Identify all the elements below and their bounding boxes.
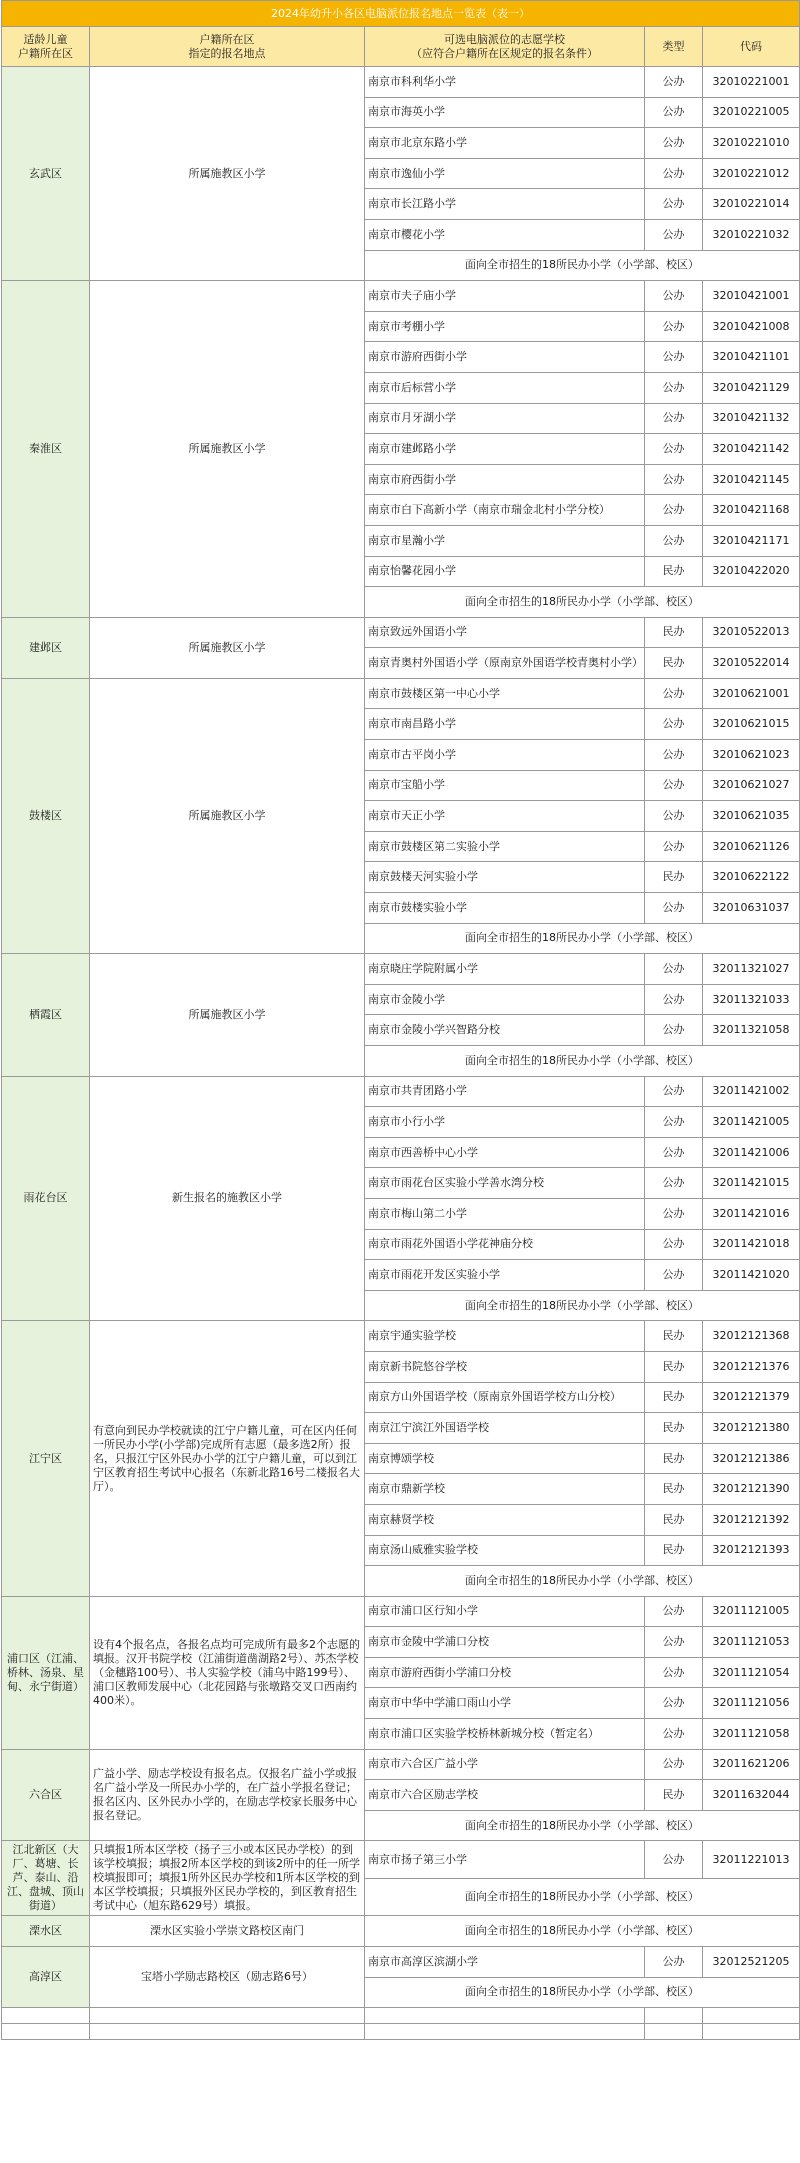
district-row	[2, 1916, 800, 1947]
school-name: 南京市鼓楼区第二实验小学	[365, 831, 645, 862]
school-code: 32012121379	[703, 1382, 800, 1413]
school-name: 南京市逸仙小学	[365, 158, 645, 189]
header-location-line2: 指定的报名地点	[188, 46, 266, 60]
school-code: 32010421129	[703, 372, 800, 403]
school-type: 公办	[645, 128, 703, 159]
empty-row	[2, 2008, 800, 2024]
private-schools-note: 面向全市招生的18所民办小学（小学部、校区）	[365, 923, 800, 954]
school-type: 民办	[645, 1382, 703, 1413]
school-code: 32011321058	[703, 1015, 800, 1046]
school-name: 南京市星瀚小学	[365, 525, 645, 556]
header-schools	[365, 27, 645, 67]
school-type: 民办	[645, 1504, 703, 1535]
school-name: 南京赫贤学校	[365, 1504, 645, 1535]
registration-location: 有意向到民办学校就读的江宁户籍儿童，可在区内任何一所民办小学(小学部)完成所有志愿（最多选2所）报名，只报江宁区外民办小学的江宁户籍儿童，可以到江宁区教育招生考试中心报名（东新北路16号二楼报名大厅）。	[90, 1321, 365, 1596]
school-type: 公办	[645, 1688, 703, 1719]
school-code: 32010621126	[703, 831, 800, 862]
header-row	[2, 27, 800, 67]
school-name: 南京市金陵小学	[365, 984, 645, 1015]
school-type: 公办	[645, 67, 703, 98]
table-body	[2, 1, 800, 2040]
school-row	[2, 1076, 800, 1107]
school-type: 民办	[645, 1413, 703, 1444]
empty-cell	[645, 2008, 703, 2024]
school-name: 南京鼓楼天河实验小学	[365, 862, 645, 893]
enrollment-table	[1, 0, 800, 2040]
school-code: 32010221010	[703, 128, 800, 159]
school-name: 南京市南昌路小学	[365, 709, 645, 740]
school-code: 32012121390	[703, 1474, 800, 1505]
school-row	[2, 1596, 800, 1627]
school-type: 民办	[645, 617, 703, 648]
district-name: 鼓楼区	[2, 678, 90, 953]
school-type: 公办	[645, 770, 703, 801]
school-code: 32010522013	[703, 617, 800, 648]
school-name: 南京市浦口区行知小学	[365, 1596, 645, 1627]
school-code: 32011321027	[703, 954, 800, 985]
empty-cell	[365, 2008, 645, 2024]
school-type: 公办	[645, 678, 703, 709]
school-type: 公办	[645, 525, 703, 556]
school-code: 32010221014	[703, 189, 800, 220]
registration-location: 广益小学、励志学校设有报名点。仅报名广益小学或报名广益小学及一所民办小学的，在广益小学报名登记；报名区内、区外民办小学的，在励志学校家长服务中心报名登记。	[90, 1749, 365, 1841]
school-code: 32010421142	[703, 434, 800, 465]
school-type: 公办	[645, 1015, 703, 1046]
school-code: 32010631037	[703, 893, 800, 924]
registration-location: 新生报名的施教区小学	[90, 1076, 365, 1321]
private-schools-note: 面向全市招生的18所民办小学（小学部、校区）	[365, 1810, 800, 1841]
school-type: 公办	[645, 954, 703, 985]
school-code: 32012521205	[703, 1947, 800, 1978]
district-name: 江宁区	[2, 1321, 90, 1596]
school-type: 公办	[645, 1749, 703, 1780]
registration-location: 所属施教区小学	[90, 954, 365, 1076]
private-schools-note: 面向全市招生的18所民办小学（小学部、校区）	[365, 250, 800, 281]
school-name: 南京致远外国语小学	[365, 617, 645, 648]
empty-cell	[90, 2024, 365, 2040]
school-code: 32010621035	[703, 801, 800, 832]
header-schools-line1: 可选电脑派位的志愿学校	[444, 32, 565, 46]
school-code: 32011621206	[703, 1749, 800, 1780]
school-code: 32011421015	[703, 1168, 800, 1199]
registration-location: 溧水区实验小学崇文路校区南门	[90, 1916, 365, 1947]
school-code: 32010522014	[703, 648, 800, 679]
school-row	[2, 617, 800, 648]
school-code: 32010621023	[703, 740, 800, 771]
school-code: 32011421002	[703, 1076, 800, 1107]
school-code: 32010621015	[703, 709, 800, 740]
district-name: 建邺区	[2, 617, 90, 678]
school-code: 32010421171	[703, 525, 800, 556]
school-name: 南京市浦口区实验学校桥林新城分校（暂定名）	[365, 1719, 645, 1750]
school-code: 32012121386	[703, 1443, 800, 1474]
empty-cell	[703, 2024, 800, 2040]
school-type: 公办	[645, 1168, 703, 1199]
school-name: 南京市后标营小学	[365, 372, 645, 403]
school-name: 南京市金陵小学兴智路分校	[365, 1015, 645, 1046]
school-name: 南京市天正小学	[365, 801, 645, 832]
school-code: 32010621027	[703, 770, 800, 801]
school-type: 公办	[645, 464, 703, 495]
district-name: 雨花台区	[2, 1076, 90, 1321]
school-row	[2, 1321, 800, 1352]
header-district-line2: 户籍所在区	[18, 46, 73, 60]
school-row	[2, 1947, 800, 1978]
district-name: 浦口区（江浦、桥林、汤泉、星甸、永宁街道）	[2, 1596, 90, 1749]
registration-location: 所属施教区小学	[90, 678, 365, 953]
school-type: 公办	[645, 158, 703, 189]
school-type: 公办	[645, 281, 703, 312]
school-type: 民办	[645, 1321, 703, 1352]
school-type: 公办	[645, 1947, 703, 1978]
school-type: 民办	[645, 862, 703, 893]
district-name: 栖霞区	[2, 954, 90, 1076]
school-name: 南京市北京东路小学	[365, 128, 645, 159]
registration-location: 所属施教区小学	[90, 281, 365, 618]
school-name: 南京市府西街小学	[365, 464, 645, 495]
school-name: 南京市六合区广益小学	[365, 1749, 645, 1780]
school-name: 南京市游府西街小学	[365, 342, 645, 373]
private-schools-note: 面向全市招生的18所民办小学（小学部、校区）	[365, 1878, 800, 1916]
district-name: 六合区	[2, 1749, 90, 1841]
school-name: 南京市雨花台区实验小学善水湾分校	[365, 1168, 645, 1199]
school-code: 32011421005	[703, 1107, 800, 1138]
school-code: 32011121005	[703, 1596, 800, 1627]
district-name: 江北新区（大厂、葛塘、长芦、泰山、沿江、盘城、顶山街道）	[2, 1841, 90, 1916]
school-type: 公办	[645, 495, 703, 526]
school-name: 南京市中华中学浦口雨山小学	[365, 1688, 645, 1719]
school-row	[2, 954, 800, 985]
school-name: 南京市科利华小学	[365, 67, 645, 98]
private-schools-note: 面向全市招生的18所民办小学（小学部、校区）	[365, 1916, 800, 1947]
school-name: 南京市金陵中学浦口分校	[365, 1627, 645, 1658]
school-name: 南京江宁滨江外国语学校	[365, 1413, 645, 1444]
school-type: 公办	[645, 1627, 703, 1658]
school-type: 民办	[645, 1351, 703, 1382]
school-type: 公办	[645, 893, 703, 924]
school-type: 公办	[645, 1719, 703, 1750]
school-code: 32010421168	[703, 495, 800, 526]
school-type: 民办	[645, 1780, 703, 1811]
empty-cell	[645, 2024, 703, 2040]
school-name: 南京市月牙湖小学	[365, 403, 645, 434]
school-type: 公办	[645, 1107, 703, 1138]
school-type: 公办	[645, 1260, 703, 1291]
school-code: 32012121393	[703, 1535, 800, 1566]
school-type: 民办	[645, 1443, 703, 1474]
school-code: 32010221005	[703, 97, 800, 128]
registration-location: 所属施教区小学	[90, 67, 365, 281]
header-location-line1: 户籍所在区	[199, 32, 255, 46]
school-code: 32010221001	[703, 67, 800, 98]
school-code: 32010421132	[703, 403, 800, 434]
school-type: 公办	[645, 219, 703, 250]
school-name: 南京市鼎新学校	[365, 1474, 645, 1505]
school-name: 南京博颂学校	[365, 1443, 645, 1474]
school-row	[2, 1841, 800, 1879]
header-schools-line2: （应符合户籍所在区规定的报名条件）	[411, 46, 598, 60]
school-name: 南京市高淳区滨湖小学	[365, 1947, 645, 1978]
header-type: 类型	[645, 27, 703, 67]
school-name: 南京市扬子第三小学	[365, 1841, 645, 1879]
empty-cell	[90, 2008, 365, 2024]
school-name: 南京市小行小学	[365, 1107, 645, 1138]
school-code: 32012121368	[703, 1321, 800, 1352]
registration-location: 只填报1所本区学校（扬子三小或本区民办学校）的到该学校填报；填报2所本区学校的到该2所中的任一所学校填报即可；填报1所外区民办学校和1所本区学校的到本区学校填报；只填报外区民办学校的，到区教育招生考试中心（旭东路629号）填报。	[90, 1841, 365, 1916]
empty-row	[2, 2024, 800, 2040]
school-type: 公办	[645, 1076, 703, 1107]
school-name: 南京新书院悠谷学校	[365, 1351, 645, 1382]
school-name: 南京市宝船小学	[365, 770, 645, 801]
school-type: 公办	[645, 403, 703, 434]
school-type: 公办	[645, 709, 703, 740]
table-title: 2024年幼升小各区电脑派位报名地点一览表（表一）	[2, 1, 800, 27]
school-code: 32010421001	[703, 281, 800, 312]
header-district-line1: 适龄儿童	[23, 32, 68, 46]
school-code: 32010621001	[703, 678, 800, 709]
school-code: 32011421016	[703, 1198, 800, 1229]
registration-location: 所属施教区小学	[90, 617, 365, 678]
school-name: 南京市白下高新小学（南京市瑞金北村小学分校）	[365, 495, 645, 526]
school-name: 南京市雨花外国语小学花神庙分校	[365, 1229, 645, 1260]
empty-cell	[703, 2008, 800, 2024]
school-code: 32011221013	[703, 1841, 800, 1879]
school-code: 32011421020	[703, 1260, 800, 1291]
school-type: 公办	[645, 984, 703, 1015]
school-name: 南京市建邺路小学	[365, 434, 645, 465]
empty-cell	[365, 2024, 645, 2040]
school-name: 南京怡馨花园小学	[365, 556, 645, 587]
school-row	[2, 67, 800, 98]
school-type: 公办	[645, 1596, 703, 1627]
private-schools-note: 面向全市招生的18所民办小学（小学部、校区）	[365, 1046, 800, 1077]
school-code: 32011121053	[703, 1627, 800, 1658]
district-name: 高淳区	[2, 1947, 90, 2008]
school-code: 32011421006	[703, 1137, 800, 1168]
school-code: 32010421101	[703, 342, 800, 373]
school-code: 32011421018	[703, 1229, 800, 1260]
school-type: 公办	[645, 1657, 703, 1688]
district-name: 玄武区	[2, 67, 90, 281]
school-name: 南京市游府西街小学浦口分校	[365, 1657, 645, 1688]
registration-location: 设有4个报名点，各报名点均可完成所有最多2个志愿的填报。汉开书院学校（江浦街道凿湖路2号）、苏杰学校（金穗路100号）、书人实验学校（浦乌中路199号）、浦口区教师发展中心（北花园路与张墩路交叉口西南约400米）。	[90, 1596, 365, 1749]
school-name: 南京市雨花开发区实验小学	[365, 1260, 645, 1291]
school-type: 公办	[645, 97, 703, 128]
school-code: 32012121392	[703, 1504, 800, 1535]
school-type: 公办	[645, 1137, 703, 1168]
school-type: 民办	[645, 1535, 703, 1566]
school-name: 南京市共青团路小学	[365, 1076, 645, 1107]
school-type: 公办	[645, 831, 703, 862]
empty-cell	[2, 2024, 90, 2040]
school-code: 32011321033	[703, 984, 800, 1015]
school-name: 南京市考棚小学	[365, 311, 645, 342]
school-name: 南京市海英小学	[365, 97, 645, 128]
school-type: 公办	[645, 801, 703, 832]
school-name: 南京宇通实验学校	[365, 1321, 645, 1352]
school-row	[2, 281, 800, 312]
district-name: 秦淮区	[2, 281, 90, 618]
school-name: 南京市六合区励志学校	[365, 1780, 645, 1811]
school-type: 公办	[645, 1841, 703, 1879]
registration-location: 宝塔小学励志路校区（励志路6号）	[90, 1947, 365, 2008]
school-code: 32010622122	[703, 862, 800, 893]
district-name: 溧水区	[2, 1916, 90, 1947]
school-type: 民办	[645, 648, 703, 679]
school-code: 32011632044	[703, 1780, 800, 1811]
private-schools-note: 面向全市招生的18所民办小学（小学部、校区）	[365, 1290, 800, 1321]
school-code: 32010421008	[703, 311, 800, 342]
school-name: 南京市夫子庙小学	[365, 281, 645, 312]
header-code: 代码	[703, 27, 800, 67]
header-district	[2, 27, 90, 67]
school-type: 公办	[645, 1229, 703, 1260]
school-type: 公办	[645, 740, 703, 771]
school-name: 南京市梅山第二小学	[365, 1198, 645, 1229]
school-type: 公办	[645, 311, 703, 342]
school-type: 公办	[645, 1198, 703, 1229]
school-code: 32010422020	[703, 556, 800, 587]
private-schools-note: 面向全市招生的18所民办小学（小学部、校区）	[365, 1977, 800, 2008]
header-location	[90, 27, 365, 67]
school-type: 公办	[645, 189, 703, 220]
school-row	[2, 678, 800, 709]
school-code: 32012121380	[703, 1413, 800, 1444]
school-type: 公办	[645, 372, 703, 403]
school-name: 南京青奥村外国语小学（原南京外国语学校青奥村小学）	[365, 648, 645, 679]
private-schools-note: 面向全市招生的18所民办小学（小学部、校区）	[365, 1566, 800, 1597]
school-code: 32012121376	[703, 1351, 800, 1382]
title-row	[2, 1, 800, 27]
school-name: 南京市鼓楼实验小学	[365, 893, 645, 924]
empty-cell	[2, 2008, 90, 2024]
school-code: 32010221032	[703, 219, 800, 250]
school-name: 南京晓庄学院附属小学	[365, 954, 645, 985]
school-code: 32011121056	[703, 1688, 800, 1719]
private-schools-note: 面向全市招生的18所民办小学（小学部、校区）	[365, 587, 800, 618]
school-code: 32010421145	[703, 464, 800, 495]
school-name: 南京市鼓楼区第一中心小学	[365, 678, 645, 709]
school-code: 32010221012	[703, 158, 800, 189]
school-type: 公办	[645, 342, 703, 373]
school-type: 民办	[645, 1474, 703, 1505]
school-type: 公办	[645, 434, 703, 465]
school-name: 南京汤山威雅实验学校	[365, 1535, 645, 1566]
school-name: 南京方山外国语学校（原南京外国语学校方山分校）	[365, 1382, 645, 1413]
school-code: 32011121054	[703, 1657, 800, 1688]
school-name: 南京市古平岗小学	[365, 740, 645, 771]
school-name: 南京市樱花小学	[365, 219, 645, 250]
school-type: 民办	[645, 556, 703, 587]
school-name: 南京市西善桥中心小学	[365, 1137, 645, 1168]
school-code: 32011121058	[703, 1719, 800, 1750]
school-name: 南京市长江路小学	[365, 189, 645, 220]
school-row	[2, 1749, 800, 1780]
